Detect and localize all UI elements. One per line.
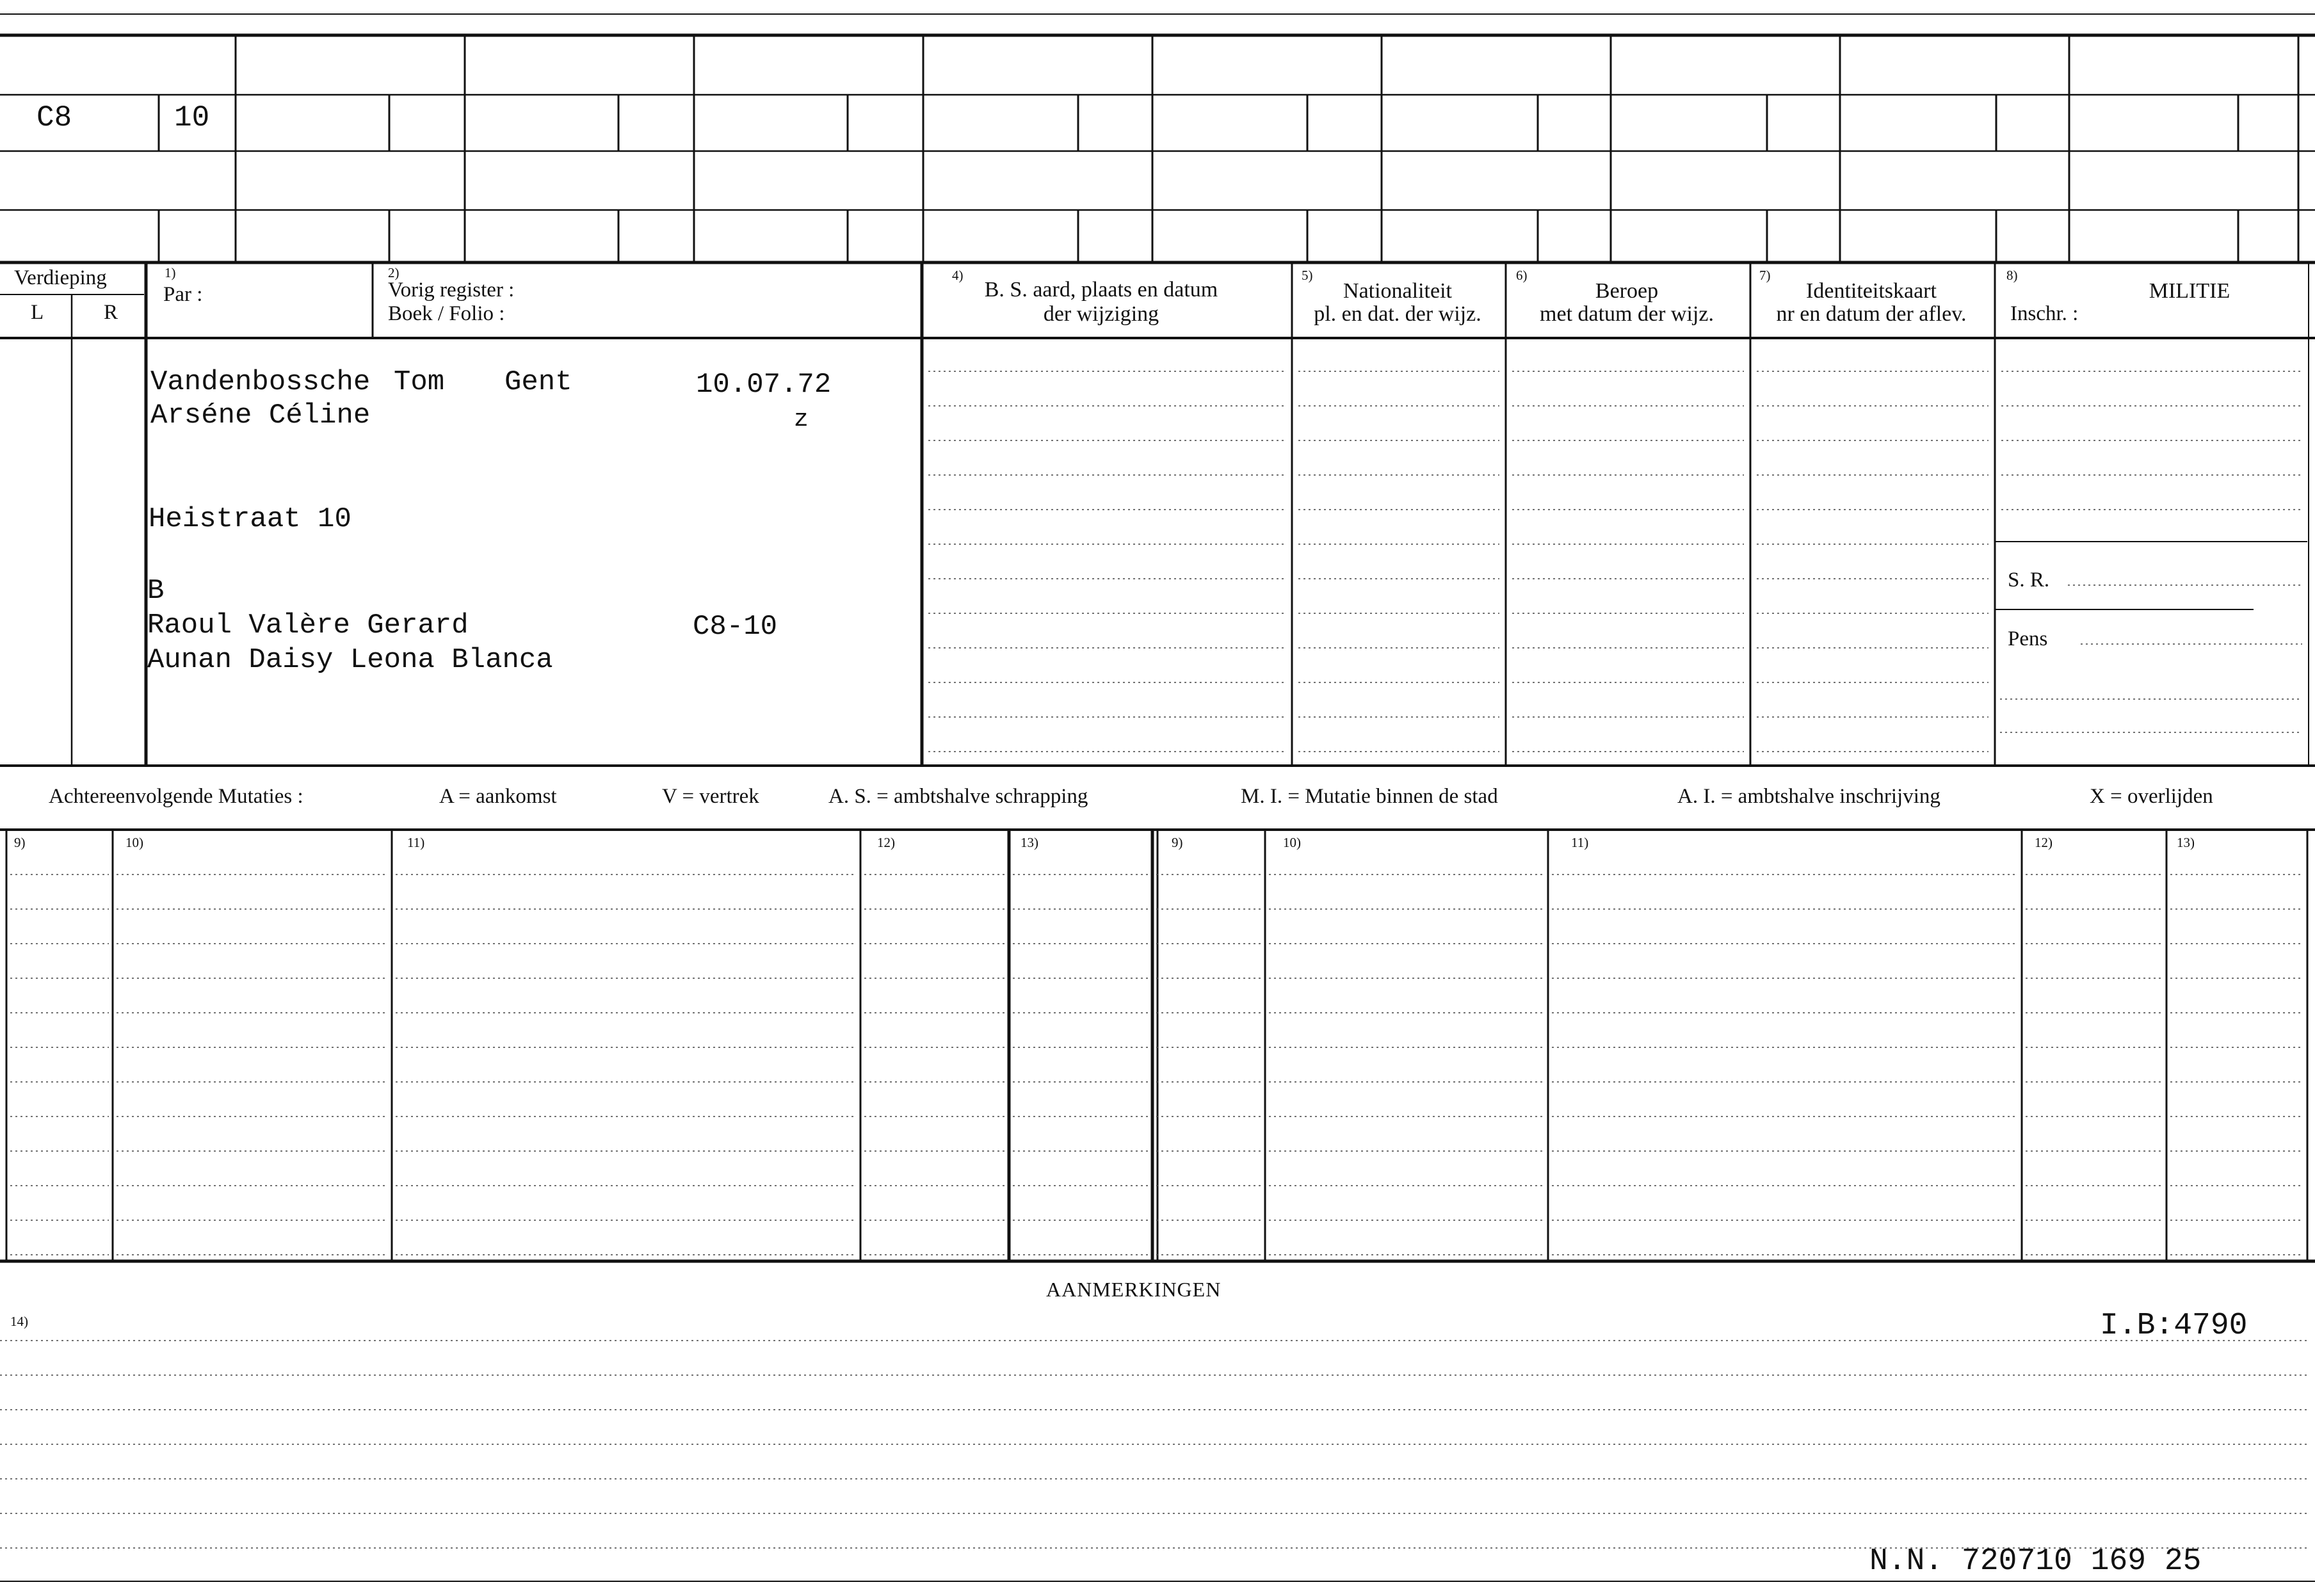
ib-reference: I.B:4790 bbox=[2100, 1309, 2248, 1343]
legend-internal-move: M. I. = Mutatie binnen de stad bbox=[1241, 785, 1498, 808]
col6-label-line1: Beroep bbox=[1595, 279, 1659, 303]
legend-departure: V = vertrek bbox=[662, 785, 759, 808]
col5-label-line2: pl. en dat. der wijz. bbox=[1314, 302, 1481, 326]
floor-right-label: R bbox=[104, 301, 118, 324]
father-name: Raoul Valère Gerard bbox=[147, 609, 469, 641]
col7-label-line1: Identiteitskaart bbox=[1806, 279, 1937, 303]
national-number: N.N. 720710 169 25 bbox=[1869, 1544, 2202, 1579]
col6-label-line2: met datum der wijz. bbox=[1540, 302, 1714, 326]
mutation-col-12: 12) bbox=[877, 835, 895, 850]
mutation-col-10: 10) bbox=[125, 835, 143, 850]
col8-registration-label: Inschr. : bbox=[2010, 302, 2079, 325]
house-number: 10 bbox=[174, 101, 210, 134]
marker-b: B bbox=[147, 575, 165, 607]
col2-number: 2) bbox=[388, 265, 399, 280]
mutation-col-10b: 10) bbox=[1283, 835, 1301, 850]
col1-label: Par : bbox=[163, 283, 203, 306]
col7-number: 7) bbox=[1759, 268, 1771, 283]
mutation-col-9b: 9) bbox=[1172, 835, 1183, 850]
mutation-col-12b: 12) bbox=[2035, 835, 2053, 850]
sr-label: S. R. bbox=[2008, 568, 2050, 592]
first-name: Tom bbox=[394, 366, 445, 398]
street-address: Heistraat 10 bbox=[149, 503, 351, 535]
floor-label: Verdieping bbox=[14, 266, 107, 289]
mutation-col-13: 13) bbox=[1020, 835, 1038, 850]
birthplace: Gent bbox=[504, 366, 572, 398]
surname: Vandenbossche bbox=[150, 366, 371, 398]
col7-label-line2: nr en datum der aflev. bbox=[1776, 302, 1967, 326]
legend-death: X = overlijden bbox=[2090, 785, 2213, 808]
mutation-col-9: 9) bbox=[14, 835, 26, 850]
district-code: C8 bbox=[36, 101, 72, 134]
col2-label-previous-register: Vorig register : bbox=[388, 278, 515, 302]
col4-label-line2: der wijziging bbox=[1043, 302, 1159, 326]
col8-number: 8) bbox=[2006, 268, 2018, 283]
legend-title: Achtereenvolgende Mutaties : bbox=[49, 785, 303, 808]
legend-official-registration: A. I. = ambtshalve inschrijving bbox=[1677, 785, 1940, 808]
remarks-title: AANMERKINGEN bbox=[1046, 1278, 1222, 1301]
col8-title-militie: MILITIE bbox=[2149, 279, 2230, 303]
parents-names: Arséne Céline bbox=[150, 399, 371, 431]
mutation-col-11b: 11) bbox=[1571, 835, 1589, 850]
legend-official-removal: A. S. = ambtshalve schrapping bbox=[828, 785, 1088, 808]
col5-number: 5) bbox=[1302, 268, 1313, 283]
father-code: C8-10 bbox=[693, 611, 778, 643]
mother-name: Aunan Daisy Leona Blanca bbox=[147, 644, 553, 676]
mutation-col-13b: 13) bbox=[2177, 835, 2195, 850]
pens-label: Pens bbox=[2008, 627, 2048, 650]
remarks-number: 14) bbox=[10, 1314, 28, 1329]
col6-number: 6) bbox=[1516, 268, 1528, 283]
col4-number: 4) bbox=[952, 268, 964, 283]
mutation-col-11: 11) bbox=[407, 835, 425, 850]
floor-left-label: L bbox=[31, 301, 44, 324]
col2-label-book-folio: Boek / Folio : bbox=[388, 302, 505, 325]
birthdate: 10.07.72 bbox=[696, 369, 832, 401]
marker-z: z bbox=[794, 406, 809, 433]
col5-label-line1: Nationaliteit bbox=[1343, 279, 1452, 303]
col4-label-line1: B. S. aard, plaats en datum bbox=[984, 278, 1218, 302]
legend-arrival: A = aankomst bbox=[439, 785, 557, 808]
col1-number: 1) bbox=[165, 265, 176, 280]
